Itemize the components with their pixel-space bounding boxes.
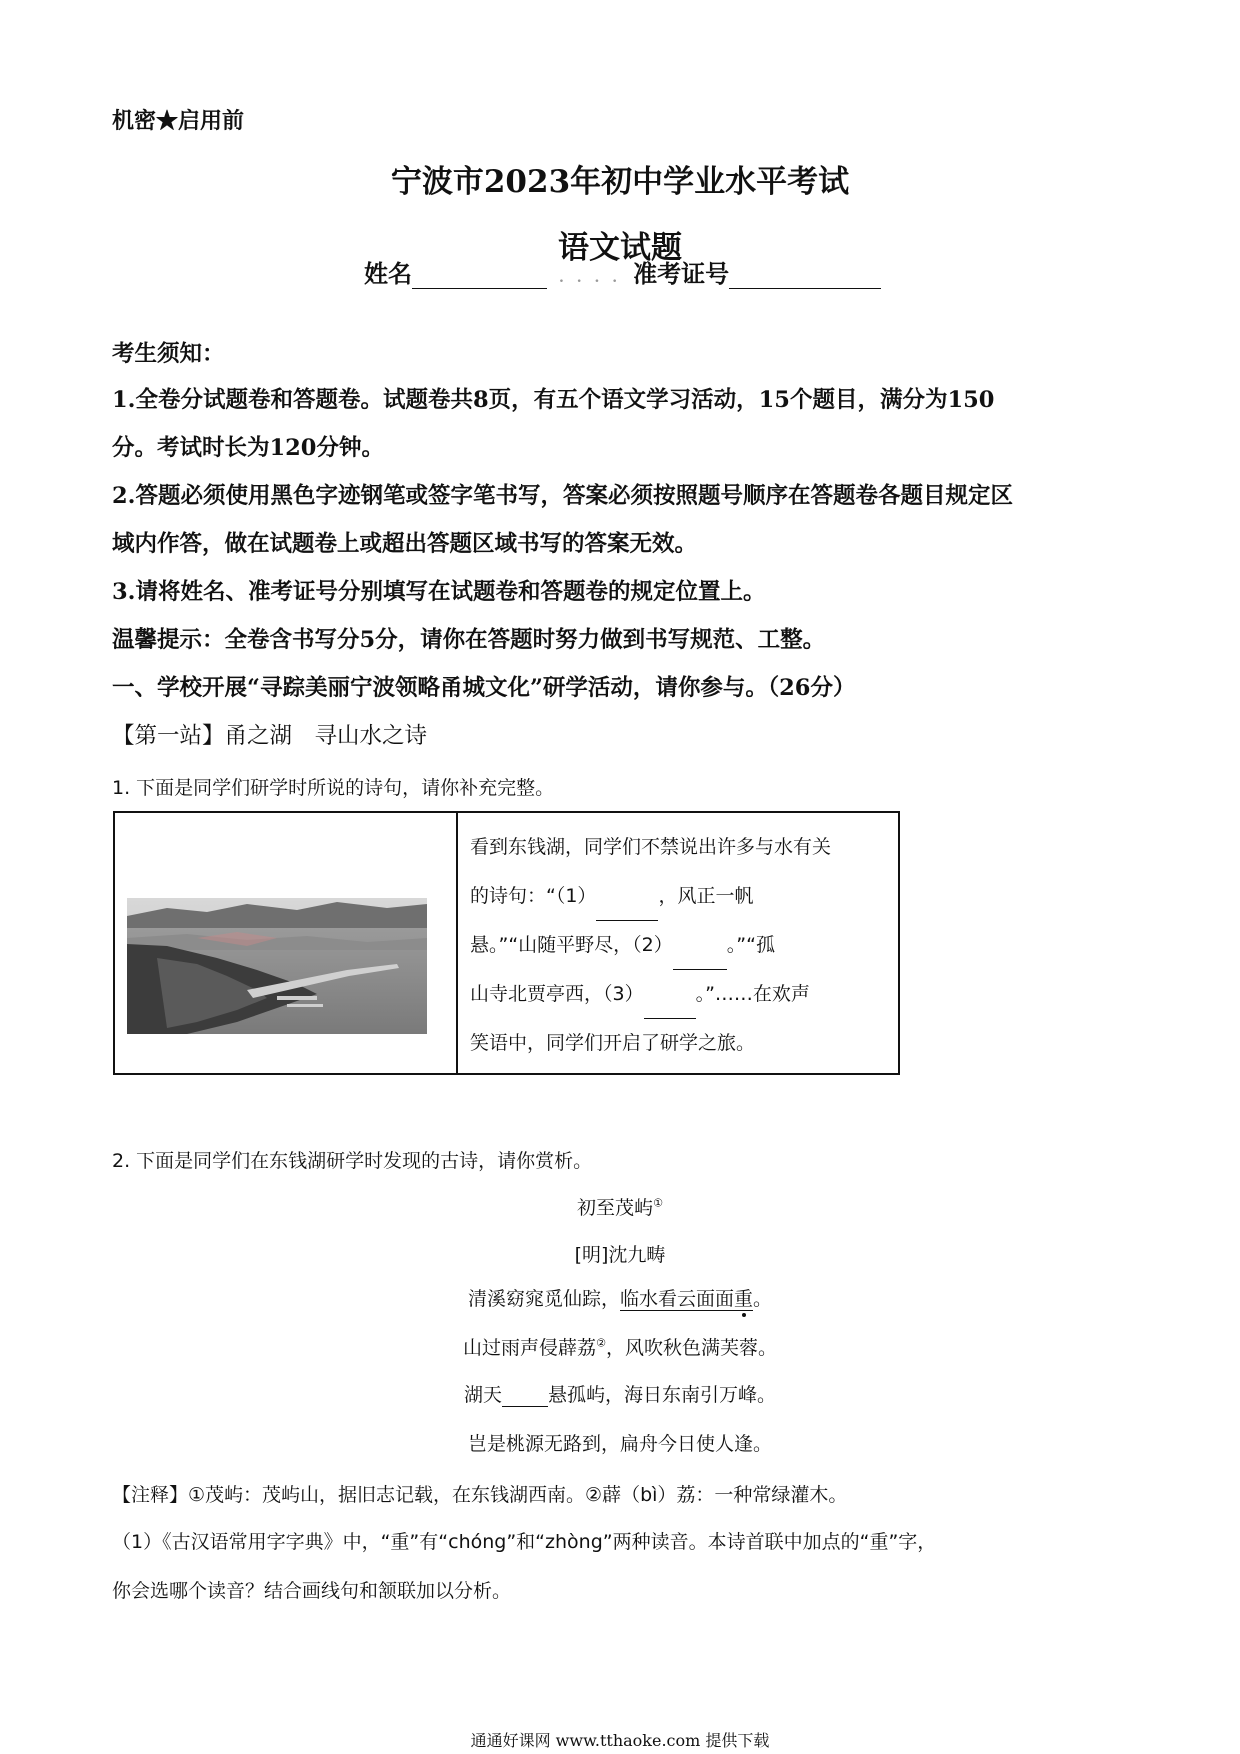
q1-line4-start: 山寺北贾亭西，（3） <box>470 983 644 1005</box>
q2-sub1-line2: 你会选哪个读音？结合画线句和颔联加以分析。 <box>112 1580 512 1602</box>
exam-subtitle: 语文试题 <box>558 230 682 266</box>
q1-line3 <box>470 921 888 970</box>
poem-line3-second: 悬孤屿，海日东南引万峰。 <box>548 1384 777 1406</box>
q1-line2 <box>470 872 888 921</box>
q1-line3-end: 。”“孤 <box>726 934 775 956</box>
q1-line4-end: 。”……在欢声 <box>695 983 810 1005</box>
section1-heading: 一、学校开展“寻踪美丽宁波领略甬城文化”研学活动，请你参与。（26分） <box>112 675 856 701</box>
poem-line2 <box>0 1333 1240 1360</box>
poem-line4: 岂是桃源无路到，扁舟今日使人逢。 <box>467 1433 772 1455</box>
poem-line2-second: ，风吹秋色满芙蓉。 <box>605 1337 777 1359</box>
poem-notes: 【注释】①茂屿：茂屿山，据旧志记载，在东钱湖西南。②薜（bì）荔：一种常绿灌木。 <box>112 1484 848 1506</box>
q1-blank-1[interactable] <box>596 901 658 921</box>
q1-line4 <box>470 970 888 1019</box>
poem-title-note: ① <box>653 1196 663 1210</box>
poem-author: [明]沈九畴 <box>574 1244 666 1266</box>
q1-text-cell <box>458 813 898 1073</box>
q1-photo-cell <box>115 813 458 1073</box>
poem-line2-first: 山过雨声侵薜荔 <box>463 1337 597 1359</box>
poem-line1-underlined <box>620 1288 753 1311</box>
poem-line2-note: ② <box>596 1336 606 1350</box>
q2-prompt: 2. 下面是同学们在东钱湖研学时发现的古诗，请你赏析。 <box>112 1150 593 1172</box>
poem-line1-underlined-text: 临水看云面面 <box>619 1288 734 1310</box>
name-label: 姓名 <box>364 259 412 288</box>
q1-blank-2[interactable] <box>673 950 727 970</box>
exam-no-label: 准考证号 <box>633 259 730 288</box>
poem-line1-end: 。 <box>753 1288 773 1310</box>
exam-no-blank[interactable] <box>729 264 881 289</box>
poem-line1-first: 清溪窈窕觅仙踪， <box>467 1288 620 1310</box>
notice-item1-line1: 1.全卷分试题卷和答题卷。试题卷共8页，有五个语文学习活动，15个题目，满分为150 <box>112 387 995 413</box>
poem-line3-first: 湖天 <box>463 1384 502 1406</box>
q1-prompt: 1. 下面是同学们研学时所说的诗句，请你补充完整。 <box>112 777 555 799</box>
exam-title: 宁波市2023年初中学业水平考试 <box>390 164 850 200</box>
notice-item3: 3.请将姓名、准考证号分别填写在试题卷和答题卷的规定位置上。 <box>112 579 766 605</box>
dotted-char-zhong: 重 <box>734 1288 754 1310</box>
station1-heading: 【第一站】甬之湖 寻山水之诗 <box>112 723 428 749</box>
notice-item2-line2: 域内作答，做在试题卷上或超出答题区域书写的答案无效。 <box>112 531 698 557</box>
secret-label: 机密★启用前 <box>112 108 245 134</box>
poem-line1 <box>0 1284 1240 1311</box>
poem-blank[interactable] <box>502 1387 548 1407</box>
q1-line5: 笑语中，同学们开启了研学之旅。 <box>470 1032 756 1054</box>
notice-item1-line2: 分。考试时长为120分钟。 <box>112 435 384 461</box>
q1-line2-start: 的诗句：“（1） <box>470 885 597 907</box>
notice-heading: 考生须知： <box>112 341 225 367</box>
q1-blank-3[interactable] <box>644 999 696 1019</box>
dots-divider: . . . . <box>559 270 622 286</box>
q2-sub1-line1: （1）《古汉语常用字字典》中，“重”有“chóng”和“zhòng”两种读音。本诗首联中加点的“重”字， <box>112 1531 937 1553</box>
q1-line3-start: 悬。”“山随平野尽，（2） <box>470 934 673 956</box>
poem-title <box>0 1193 1240 1220</box>
poem-title-text: 初至茂屿 <box>577 1197 654 1219</box>
q1-line1: 看到东钱湖，同学们不禁说出许多与水有关 <box>470 836 832 858</box>
notice-item2-line1: 2.答题必须使用黑色字迹钢笔或签字笔书写，答案必须按照题号顺序在答题卷各题目规定区 <box>112 483 1013 509</box>
poem-line3 <box>0 1380 1240 1407</box>
q1-table <box>113 811 900 1075</box>
q1-line2-end: ，风正一帆 <box>658 885 754 907</box>
footer-text: 通通好课网 www.tthaoke.com 提供下载 <box>470 1731 770 1750</box>
name-blank[interactable] <box>412 264 547 289</box>
name-row <box>364 254 881 289</box>
lake-photo <box>127 898 427 1034</box>
notice-tip: 温馨提示：全卷含书写分5分，请你在答题时努力做到书写规范、工整。 <box>112 627 826 653</box>
